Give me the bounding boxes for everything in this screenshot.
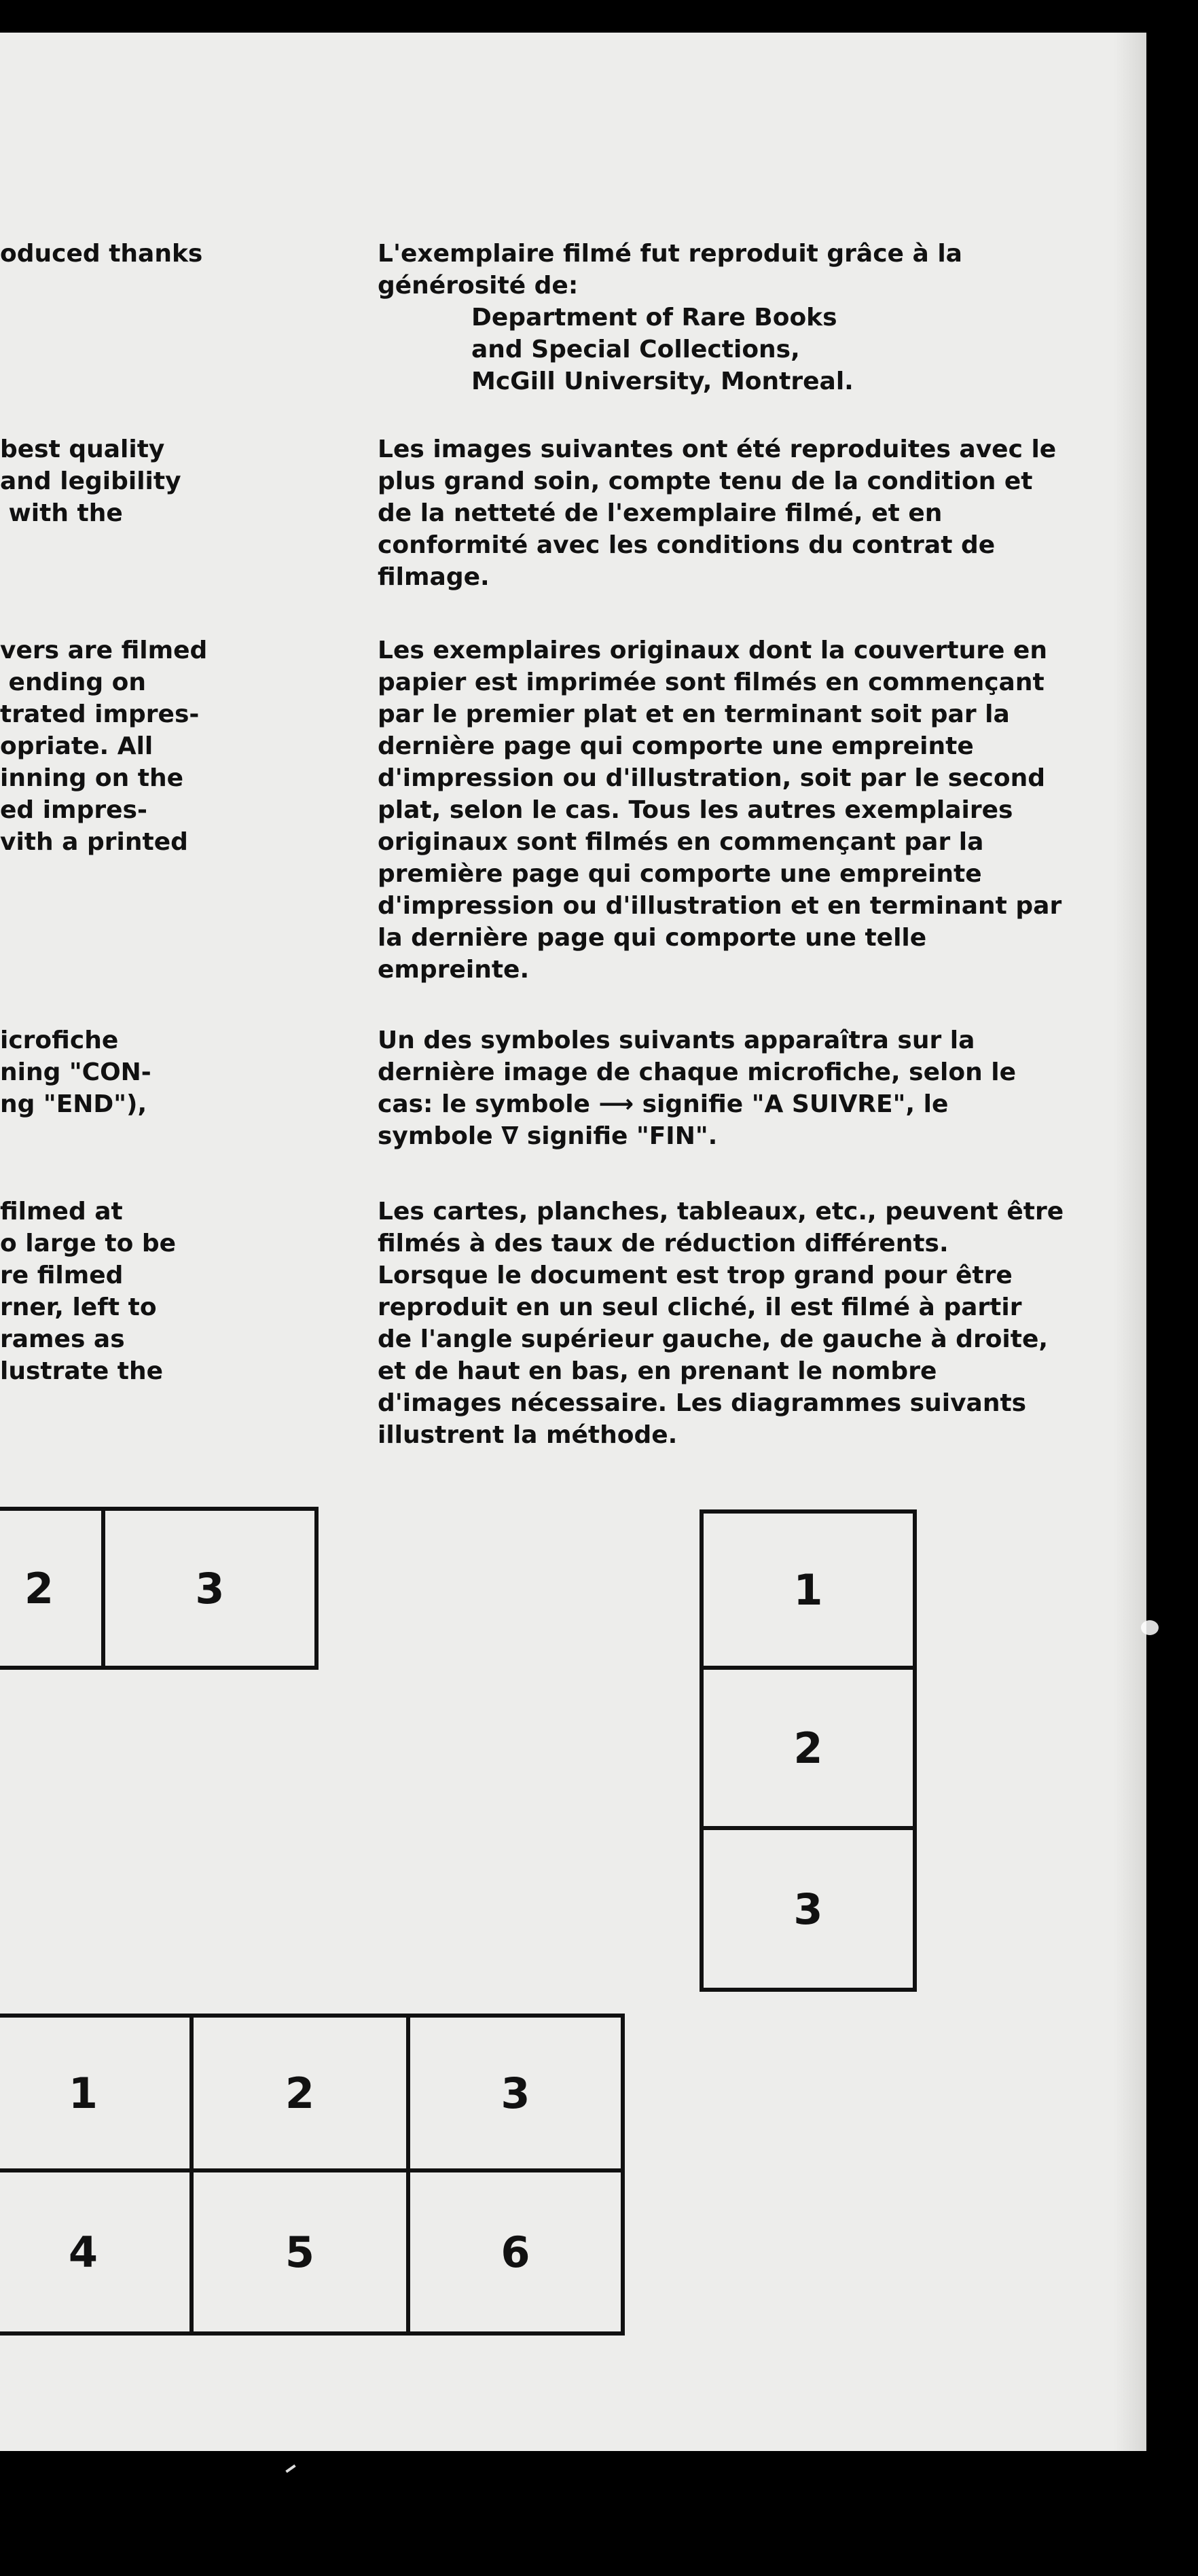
- para5-line: et de haut en bas, en prenant le nombre: [378, 1357, 937, 1385]
- para5-line: filmés à des taux de réduction différents.: [378, 1230, 949, 1257]
- left-frag-line: vith a printed: [0, 828, 188, 856]
- para5-line: de l'angle supérieur gauche, de gauche à droite,: [378, 1325, 1049, 1353]
- intro-line: générosité de:: [378, 272, 579, 300]
- left-frag-line: re filmed: [0, 1262, 124, 1289]
- para4-line: Un des symboles suivants apparaîtra sur la: [378, 1026, 975, 1054]
- para3-line: première page qui comporte une empreinte: [378, 860, 982, 888]
- para5-line: reproduit en un seul cliché, il est filmé à partir: [378, 1293, 1022, 1321]
- para3-line: d'impression ou d'illustration et en terminant par: [378, 892, 1062, 920]
- para3-line: empreinte.: [378, 956, 530, 984]
- diagram-cell: 3: [700, 1826, 917, 1992]
- diagram-cell: 6: [406, 2168, 625, 2336]
- left-frag-line: ending on: [0, 668, 146, 696]
- left-frag-line: inning on the: [0, 764, 184, 792]
- para2-line: filmage.: [378, 563, 490, 591]
- para3-line: plat, selon le cas. Tous les autres exemplaires: [378, 796, 1013, 824]
- diagram-cell: 1: [700, 1509, 917, 1670]
- diagram-cell: 2: [189, 2014, 410, 2172]
- left-frag-line: oduced thanks: [0, 240, 203, 268]
- institution-line: McGill University, Montreal.: [471, 368, 854, 395]
- para3-line: dernière page qui comporte une empreinte: [378, 732, 974, 760]
- diagram-cell: 3: [406, 2014, 625, 2172]
- left-frag-line: lustrate the: [0, 1357, 164, 1385]
- diagram-cell: 2: [0, 1507, 105, 1670]
- left-frag-line: rner, left to: [0, 1293, 157, 1321]
- para3-line: par le premier plat et en terminant soit par la: [378, 700, 1010, 728]
- diagram-cell: 1: [0, 2014, 194, 2172]
- left-frag-line: ed impres-: [0, 796, 147, 824]
- left-frag-line: vers are filmed: [0, 637, 208, 664]
- diagram-cell: 2: [700, 1666, 917, 1830]
- para5-line: Lorsque le document est trop grand pour être: [378, 1262, 1013, 1289]
- para3-line: Les exemplaires originaux dont la couverture en: [378, 637, 1047, 664]
- para3-line: d'impression ou d'illustration, soit par le second: [378, 764, 1046, 792]
- institution-line: Department of Rare Books: [471, 304, 837, 332]
- para3-line: papier est imprimée sont filmés en commençant: [378, 668, 1045, 696]
- para4-line: symbole ∇ signifie "FIN".: [378, 1122, 718, 1150]
- left-frag-line: and legibility: [0, 467, 181, 495]
- para4-line: cas: le symbole ⟶ signifie "A SUIVRE", le: [378, 1090, 949, 1118]
- scan-speck: [1141, 1620, 1159, 1635]
- left-frag-line: best quality: [0, 435, 165, 463]
- page-edge-shadow: [1114, 33, 1146, 2451]
- left-frag-line: opriate. All: [0, 732, 153, 760]
- para2-line: de la netteté de l'exemplaire filmé, et en: [378, 499, 943, 527]
- institution-line: and Special Collections,: [471, 336, 800, 363]
- left-frag-line: icrofiche: [0, 1026, 119, 1054]
- left-frag-line: filmed at: [0, 1198, 123, 1226]
- para3-line: originaux sont filmés en commençant par la: [378, 828, 984, 856]
- para5-line: d'images nécessaire. Les diagrammes suivants: [378, 1389, 1027, 1417]
- para5-line: Les cartes, planches, tableaux, etc., peuvent être: [378, 1198, 1064, 1226]
- left-frag-line: rames as: [0, 1325, 125, 1353]
- left-frag-line: with the: [0, 499, 123, 527]
- para4-line: dernière image de chaque microfiche, selon le: [378, 1058, 1017, 1086]
- diagram-cell: 4: [0, 2168, 194, 2336]
- left-frag-line: ng "END"),: [0, 1090, 147, 1118]
- para2-line: conformité avec les conditions du contrat de: [378, 531, 996, 559]
- diagram-cell: 3: [101, 1507, 319, 1670]
- para3-line: la dernière page qui comporte une telle: [378, 924, 927, 952]
- para5-line: illustrent la méthode.: [378, 1421, 678, 1449]
- intro-line: L'exemplaire filmé fut reproduit grâce à la: [378, 240, 962, 268]
- left-frag-line: o large to be: [0, 1230, 177, 1257]
- left-frag-line: trated impres-: [0, 700, 200, 728]
- para2-line: Les images suivantes ont été reproduites avec le: [378, 435, 1057, 463]
- scan-scratch: [285, 2465, 295, 2473]
- para2-line: plus grand soin, compte tenu de la condition et: [378, 467, 1033, 495]
- left-frag-line: ning "CON-: [0, 1058, 151, 1086]
- diagram-cell: 5: [189, 2168, 410, 2336]
